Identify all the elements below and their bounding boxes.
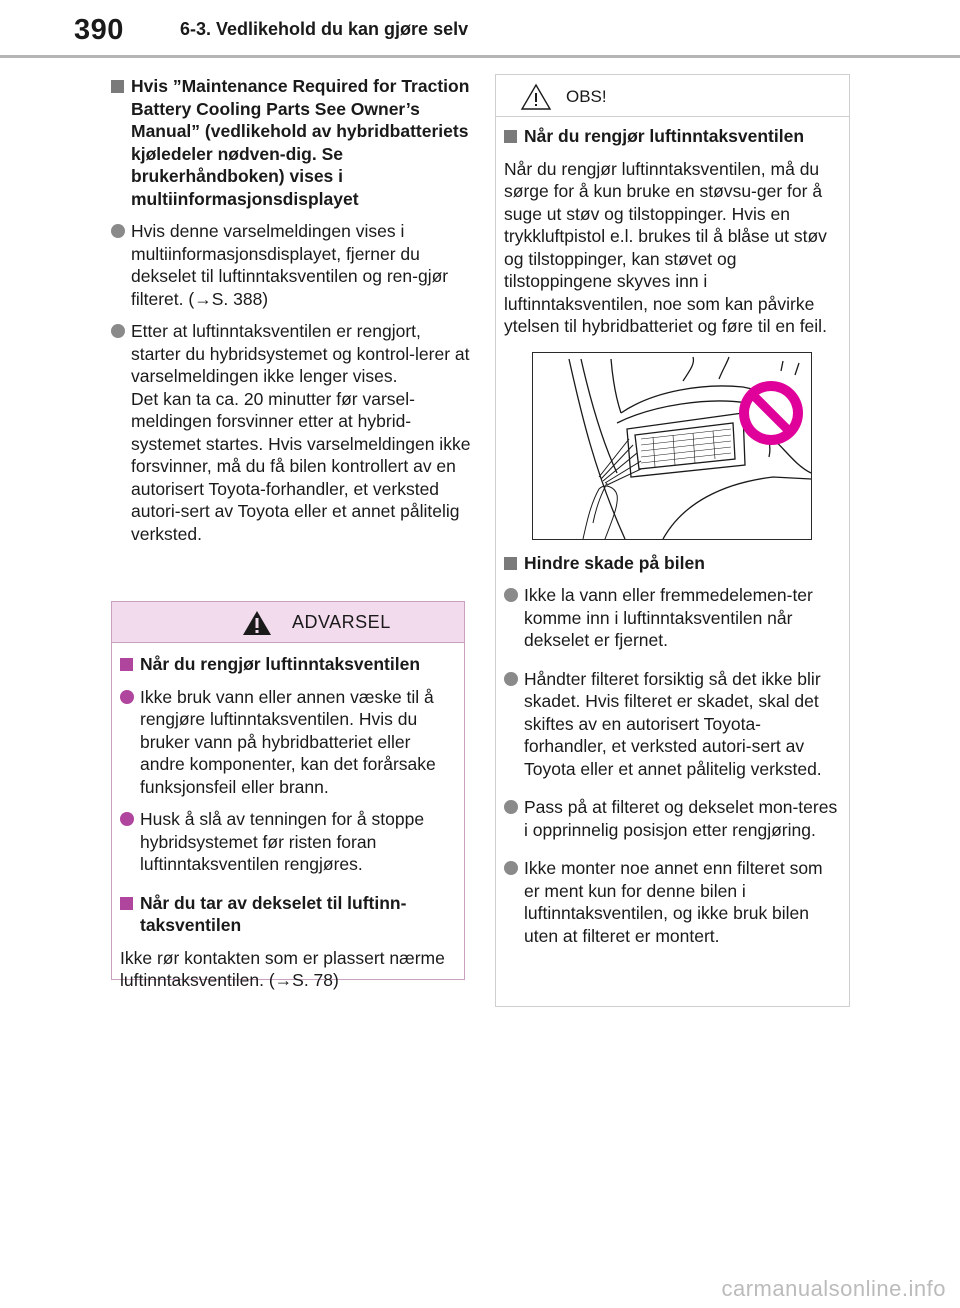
square-bullet-icon bbox=[111, 80, 124, 93]
warning-heading bbox=[120, 892, 456, 937]
heading-text: Når du tar av dekselet til luftinn-taksventilen bbox=[140, 892, 407, 935]
circle-bullet-icon bbox=[504, 861, 518, 875]
list-item-text: Husk å slå av tenningen for å stoppe hybridsystemet før risten foran luftinntaksventilen rengjøres. bbox=[140, 809, 425, 874]
air-intake-illustration bbox=[532, 352, 812, 540]
circle-bullet-icon bbox=[120, 812, 134, 826]
page-header bbox=[0, 0, 960, 64]
list-item bbox=[120, 808, 456, 876]
notice-text: Når du rengjør luftinntaksventilen, må du sørge for å kun bruke en støvsu-ger for å suge ut støv og tilstoppinger. Hvis en trykkluftpistol e.l. brukes til å blåse ut støv og tilstoppinger, kan støvet og tilstoppingene skyves inn i luftinntaksventilen, noe som kan påvirke ytelsen til hybridbatteriet og føre til en feil. bbox=[504, 158, 827, 336]
list-item-text: Hvis denne varselmeldingen vises i multiinformasjonsdisplayet, fjerner du dekselet til luftinntaksventilen og ren-gjør filteret. (→S. 388) bbox=[131, 221, 449, 309]
list-item bbox=[111, 320, 471, 545]
list-item-text: Ikke bruk vann eller annen væske til å rengjøre luftinntaksventilen. Hvis du bruker vann på hybridbatteriet eller andre komponenter, kan det forårsake funksjonsfeil eller brann. bbox=[140, 686, 436, 797]
list-item-text: Pass på at filteret og dekselet mon-teres i opprinnelig posisjon etter rengjøring. bbox=[524, 797, 838, 840]
warning-title: ADVARSEL bbox=[292, 612, 391, 632]
notice-heading bbox=[504, 125, 841, 148]
vent-cleaning-illustration-icon bbox=[533, 353, 811, 539]
heading-text: Hindre skade på bilen bbox=[524, 552, 705, 573]
square-bullet-icon bbox=[504, 130, 517, 143]
page-number: 390 bbox=[74, 14, 124, 46]
left-column bbox=[111, 75, 471, 555]
watermark-text: carmanualsonline.info bbox=[721, 1276, 946, 1301]
circle-bullet-icon bbox=[504, 800, 518, 814]
warning-body bbox=[112, 643, 464, 992]
list-item bbox=[111, 220, 471, 310]
section-heading bbox=[111, 75, 471, 210]
caution-triangle-icon bbox=[520, 83, 552, 111]
section-title: 6-3. Vedlikehold du kan gjøre selv bbox=[180, 19, 469, 39]
heading-text: Når du rengjør luftinntaksventilen bbox=[524, 126, 805, 146]
heading-text: Når du rengjør luftinntaksventilen bbox=[140, 654, 421, 674]
warning-box bbox=[111, 601, 465, 990]
list-item bbox=[504, 668, 841, 781]
circle-bullet-icon bbox=[504, 672, 518, 686]
warning-header bbox=[112, 602, 464, 643]
notice-heading bbox=[504, 552, 841, 575]
notice-box bbox=[495, 74, 850, 1007]
warning-text: Ikke rør kontakten som er plassert nærme luftinntaksventilen. (→S. 78) bbox=[120, 947, 445, 990]
square-bullet-icon bbox=[120, 658, 133, 671]
list-item-text: Etter at luftinntaksventilen er rengjort, starter du hybridsystemet og kontrol-lerer at varselmeldingen ikke lenger vises. bbox=[131, 321, 470, 386]
circle-bullet-icon bbox=[504, 588, 518, 602]
list-item bbox=[504, 584, 841, 652]
notice-title: OBS! bbox=[566, 87, 607, 106]
circle-bullet-icon bbox=[120, 690, 134, 704]
list-item-text-continued: Det kan ta ca. 20 minutter før varsel-meldingen forsvinner etter at hybrid-systemet startes. Hvis varselmeldingen ikke forsvinner, må du få bilen kontrollert av en autorisert Toyota-forhandler, et verksted autori-sert av Toyota eller et annet pålitelig verksted. bbox=[131, 388, 471, 544]
heading-text: Hvis ”Maintenance Required for Traction Battery Cooling Parts See Owner’s Manual” (vedlikehold av hybridbatteriets kjøledeler nødven-dig. Se brukerhåndboken) vises i multiinformasjonsdisplayet bbox=[131, 76, 470, 209]
notice-body bbox=[496, 117, 849, 947]
circle-bullet-icon bbox=[111, 224, 125, 238]
list-item bbox=[120, 686, 456, 799]
square-bullet-icon bbox=[120, 897, 133, 910]
list-item bbox=[504, 796, 841, 841]
warning-triangle-icon bbox=[242, 610, 272, 636]
notice-header bbox=[496, 75, 849, 117]
list-item bbox=[504, 857, 841, 947]
list-item-text: Ikke la vann eller fremmedelemen-ter komme inn i luftinntaksventilen når dekselet er fjernet. bbox=[524, 585, 813, 650]
list-item-text: Håndter filteret forsiktig så det ikke blir skadet. Hvis filteret er skadet, skal det skiftes av en autorisert Toyota-forhandler, et verksted autori-sert av Toyota eller et annet pålitelig verksted. bbox=[524, 668, 822, 779]
list-item-text: Ikke monter noe annet enn filteret som er ment kun for denne bilen i luftinntaksventilen, og ikke bruk bilen uten at filteret er montert. bbox=[524, 858, 823, 946]
circle-bullet-icon bbox=[111, 324, 125, 338]
warning-heading bbox=[120, 653, 456, 676]
square-bullet-icon bbox=[504, 557, 517, 570]
header-rule bbox=[0, 55, 960, 58]
